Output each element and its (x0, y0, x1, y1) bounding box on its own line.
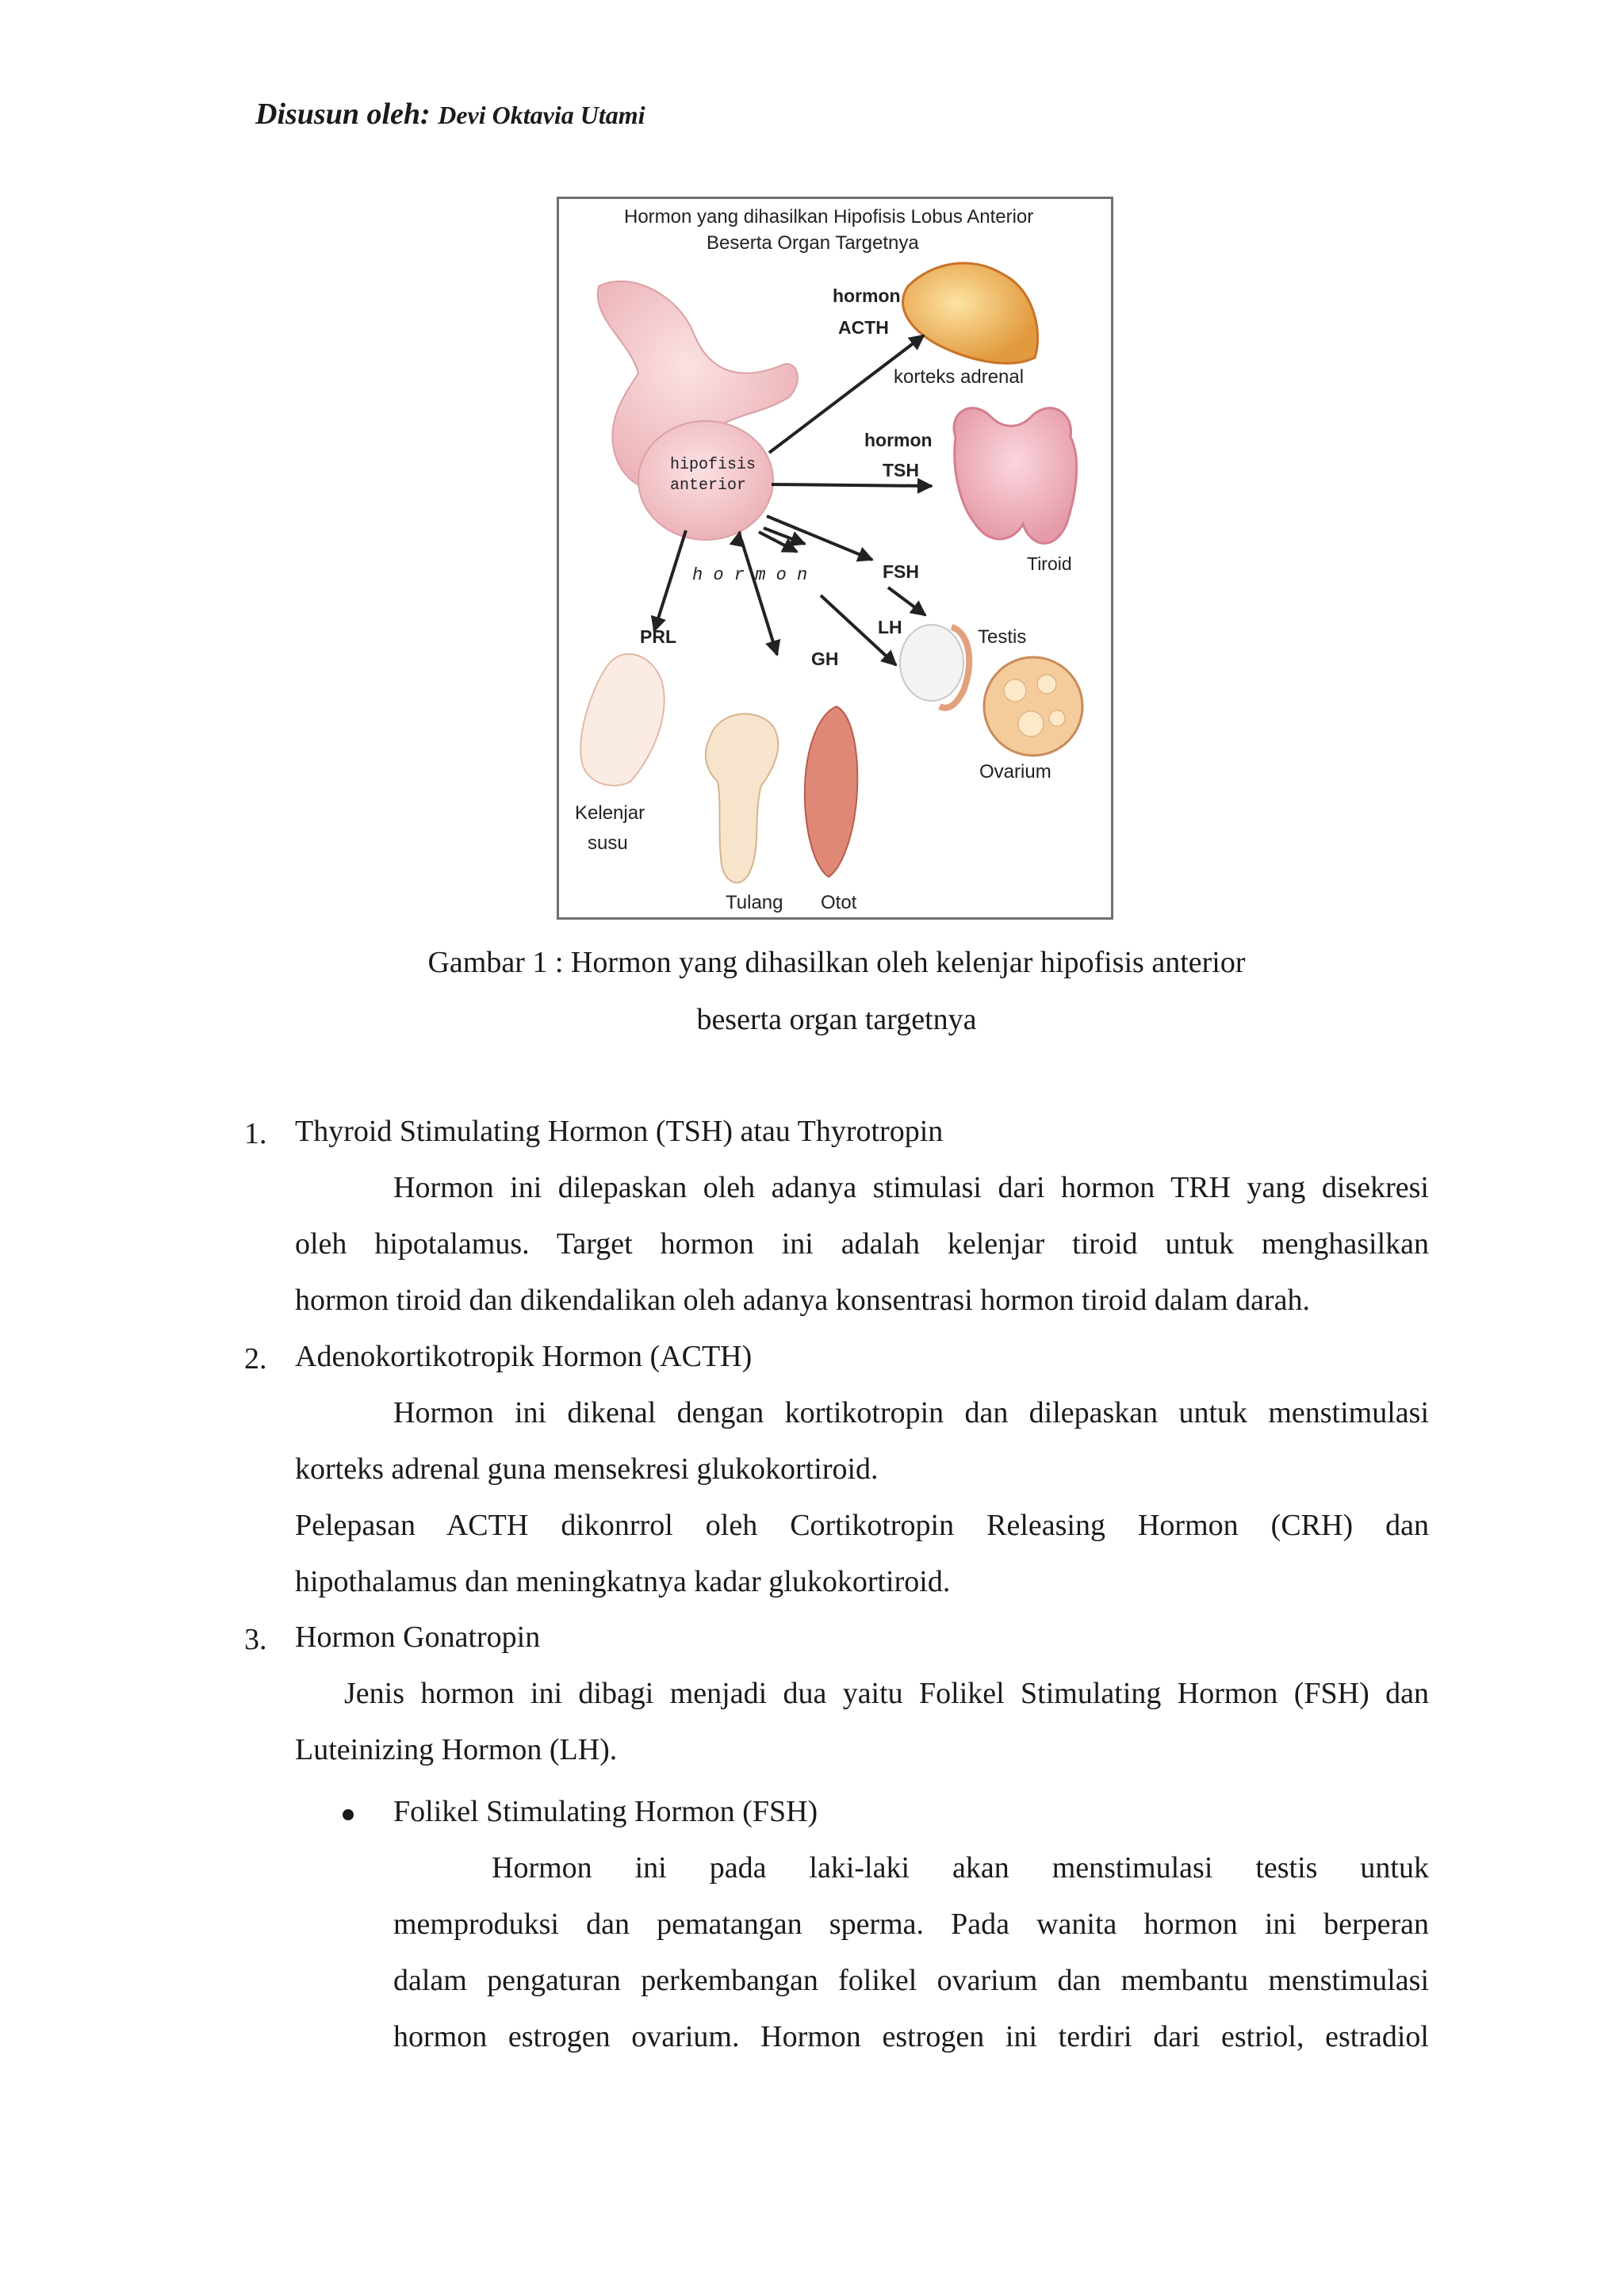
label-lh: LH (878, 617, 902, 637)
section-1-number: 1. (244, 1117, 267, 1150)
label-hormon-acth-1: hormon (833, 285, 901, 306)
label-acth: ACTH (838, 317, 889, 338)
section-2-line4: hipothalamus dan meningkatnya kadar glukokortiroid. (295, 1565, 951, 1598)
bullet-fsh-line3: dalam pengaturan perkembangan folikel ovarium dan membantu menstimulasi (393, 1964, 1429, 1997)
figure-caption-line1: Gambar 1 : Hormon yang dihasilkan oleh kelenjar hipofisis anterior (427, 946, 1246, 979)
section-3-line2: Luteinizing Hormon (LH). (295, 1733, 618, 1766)
section-3-line1: Jenis hormon ini dibagi menjadi dua yaitu Folikel Stimulating Hormon (FSH) dan (344, 1677, 1429, 1710)
label-tiroid: Tiroid (1027, 553, 1072, 574)
section-2-line1: Hormon ini dikenal dengan kortikotropin dan dilepaskan untuk menstimulasi (393, 1396, 1429, 1429)
label-hipofisis-2: anterior (670, 476, 747, 495)
muscle-shape (805, 706, 857, 877)
section-1-title: Thyroid Stimulating Hormon (TSH) atau Thyrotropin (295, 1115, 944, 1148)
adrenal-gland-shape (903, 263, 1038, 363)
section-1-line1: Hormon ini dilepaskan oleh adanya stimulasi dari hormon TRH yang disekresi (393, 1171, 1429, 1204)
figure-illustration (559, 199, 1116, 922)
section-1-line3: hormon tiroid dan dikendalikan oleh adanya konsentrasi hormon tiroid dalam darah. (295, 1284, 1311, 1317)
section-3-number: 3. (244, 1623, 267, 1656)
figure-caption-line2: beserta organ targetnya (696, 1003, 977, 1036)
label-korteks-adrenal: korteks adrenal (894, 366, 1025, 388)
bullet-fsh-line4: hormon estrogen ovarium. Hormon estrogen ini terdiri dari estriol, estradiol (393, 2020, 1429, 2053)
bullet-fsh-line2: memproduksi dan pematangan sperma. Pada wanita hormon ini berperan (393, 1908, 1429, 1941)
section-1 (295, 1104, 1429, 1329)
label-prl: PRL (640, 626, 676, 647)
label-otot: Otot (821, 892, 857, 913)
author-line (255, 97, 645, 132)
section-2-number: 2. (244, 1342, 267, 1376)
figure-title-line1: Hormon yang dihasilkan Hipofisis Lobus Anterior (624, 206, 1034, 228)
figure-title-line2: Beserta Organ Targetnya (707, 232, 919, 254)
section-2 (295, 1329, 1429, 1610)
section-2-line2: korteks adrenal guna mensekresi glukokortiroid. (295, 1452, 879, 1486)
author-name: Devi Oktavia Utami (438, 101, 645, 129)
label-hormon-tsh-1: hormon (864, 430, 933, 450)
label-kelenjar-2: susu (588, 832, 628, 854)
section-1-line2: oleh hipotalamus. Target hormon ini adalah kelenjar tiroid untuk menghasilkan (295, 1227, 1429, 1261)
pituitary-shape (598, 281, 798, 540)
author-prefix: Disusun oleh: (255, 98, 431, 131)
label-tulang: Tulang (726, 892, 783, 913)
label-fsh: FSH (883, 561, 919, 582)
hormone-figure (557, 197, 1113, 920)
section-2-title: Adenokortikotropik Hormon (ACTH) (295, 1340, 753, 1373)
section-3 (295, 1609, 1429, 1778)
label-testis: Testis (978, 626, 1027, 648)
label-hormon-spaced: h o r m o n (692, 565, 808, 585)
section-3-title: Hormon Gonatropin (295, 1621, 541, 1654)
section-2-line3: Pelepasan ACTH dikonrrol oleh Cortikotropin Releasing Hormon (CRH) dan (295, 1509, 1429, 1542)
label-gh: GH (811, 649, 839, 669)
bullet-fsh (393, 1784, 1429, 2065)
ovary-shape (984, 657, 1082, 756)
label-kelenjar-1: Kelenjar (575, 802, 645, 824)
thyroid-shape (954, 408, 1077, 544)
bone-shape (706, 714, 778, 882)
breast-shape (580, 654, 664, 786)
label-ovarium: Ovarium (979, 761, 1051, 783)
label-tsh: TSH (883, 460, 919, 480)
bullet-dot (343, 1809, 354, 1820)
bullet-fsh-title: Folikel Stimulating Hormon (FSH) (393, 1795, 818, 1828)
testis-shape (900, 625, 963, 701)
bullet-fsh-line1: Hormon ini pada laki-laki akan menstimulasi testis untuk (492, 1851, 1429, 1885)
label-hipofisis-1: hipofisis (670, 456, 756, 474)
